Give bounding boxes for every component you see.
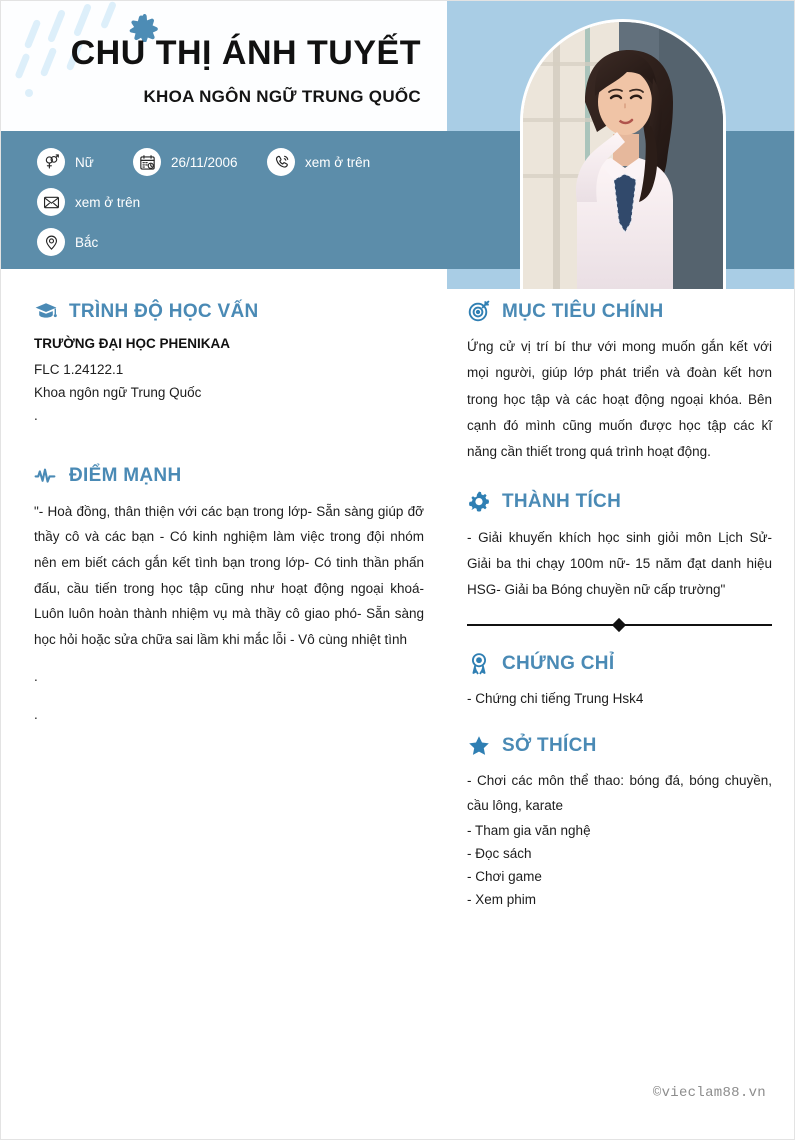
contact-value-location: Bắc bbox=[75, 234, 99, 250]
location-icon bbox=[37, 228, 65, 256]
section-title-strengths: ĐIỂM MẠNH bbox=[69, 465, 182, 487]
contact-item-birthdate bbox=[133, 148, 238, 176]
strengths-trailing-2: . bbox=[34, 707, 38, 723]
contact-value-birthdate: 26/11/2006 bbox=[171, 154, 238, 170]
award-ribbon-icon bbox=[467, 652, 491, 676]
hobby-item: - Xem phim bbox=[467, 892, 537, 908]
hobby-item: - Chơi game bbox=[467, 869, 542, 885]
section-achievements bbox=[467, 490, 772, 632]
gender-icon bbox=[37, 148, 65, 176]
strengths-trailing-1: . bbox=[34, 669, 38, 685]
profile-photo bbox=[523, 22, 723, 289]
section-title-hobbies: SỞ THÍCH bbox=[502, 735, 597, 757]
section-objective bbox=[467, 299, 772, 466]
education-org: TRƯỜNG ĐẠI HỌC PHENIKAA bbox=[34, 336, 230, 351]
gear-icon bbox=[467, 490, 491, 514]
section-title-education: TRÌNH ĐỘ HỌC VẤN bbox=[69, 300, 259, 322]
hobby-item: - Đọc sách bbox=[467, 845, 532, 861]
contact-value-gender: Nữ bbox=[75, 154, 94, 170]
section-header-education bbox=[34, 299, 424, 323]
section-header-certificates bbox=[467, 652, 772, 676]
section-header-achievements bbox=[467, 490, 772, 514]
pulse-icon bbox=[34, 464, 58, 488]
hobby-item: - Chơi các môn thể thao: bóng đá, bóng chuyền, cầu lông, karate bbox=[467, 772, 772, 813]
right-column bbox=[467, 299, 772, 914]
education-code: FLC 1.24122.1 bbox=[34, 361, 124, 377]
hobby-item: - Tham gia văn nghệ bbox=[467, 822, 591, 838]
education-faculty: Khoa ngôn ngữ Trung Quốc bbox=[34, 385, 202, 401]
section-education bbox=[34, 299, 424, 428]
phone-icon bbox=[267, 148, 295, 176]
section-certificates bbox=[467, 652, 772, 710]
calendar-icon bbox=[133, 148, 161, 176]
section-title-objective: MỤC TIÊU CHÍNH bbox=[502, 300, 664, 322]
achievements-body: - Giải khuyến khích học sinh giỏi môn Lịch Sử- Giải ba thi chạy 100m nữ- 15 năm đạt danh hiệu HSG- Giải ba Bóng chuyền nữ cấp trường" bbox=[467, 529, 772, 598]
email-icon bbox=[37, 188, 65, 216]
section-header-strengths bbox=[34, 464, 424, 488]
contact-item-gender bbox=[37, 148, 94, 176]
section-title-certificates: CHỨNG CHỈ bbox=[502, 653, 615, 674]
section-header-hobbies bbox=[467, 734, 772, 758]
section-divider bbox=[467, 618, 772, 632]
avatar bbox=[520, 19, 726, 289]
section-hobbies bbox=[467, 734, 772, 912]
cv-header bbox=[1, 1, 795, 291]
divider-diamond bbox=[612, 617, 626, 631]
contact-value-email: xem ở trên bbox=[75, 194, 141, 210]
graduation-cap-icon bbox=[34, 299, 58, 323]
certificate-item: - Chứng chi tiếng Trung Hsk4 bbox=[467, 690, 644, 706]
contact-value-phone: xem ở trên bbox=[305, 154, 371, 170]
objective-body: Ứng cử vị trí bí thư với mong muốn gắn kết với mọi người, giúp lớp phát triển và đoàn kết hơn trong học tập và các hoạt động ngoại khóa. Bên cạnh đó mình cũng muốn được học tập các kĩ năng cần thiết trong quá trình hoạt động. bbox=[467, 339, 772, 460]
star-icon bbox=[467, 734, 491, 758]
target-icon bbox=[467, 299, 491, 323]
section-strengths bbox=[34, 464, 424, 728]
contact-block bbox=[1, 131, 447, 269]
header-subtitle: KHOA NGÔN NGỮ TRUNG QUỐC bbox=[143, 87, 421, 106]
section-header-objective bbox=[467, 299, 772, 323]
section-title-achievements: THÀNH TÍCH bbox=[502, 491, 622, 513]
contact-item-email bbox=[37, 188, 140, 216]
page-title: CHU THỊ ÁNH TUYẾT bbox=[70, 34, 421, 72]
strengths-body: "- Hoà đồng, thân thiện với các bạn trong lớp- Sẵn sàng giúp đỡ thầy cô và các bạn - Có kinh nghiệm làm việc trong đội nhóm nên em biết cách gắn kết tình bạn trong lớp- Có tinh thần phấn đấu, cầu tiến trong học tập cũng như hoạt động ngoại khoá- Luôn luôn hoàn thành nhiệm vụ mà thầy cô giao phó- Sẵn sàng học hỏi hoặc sửa chữa sai lầm khi mắc lỗi - Vô cùng nhiệt tình bbox=[34, 503, 424, 647]
left-column bbox=[34, 299, 424, 730]
contact-item-location bbox=[37, 228, 98, 256]
contact-item-phone bbox=[267, 148, 370, 176]
education-trailing: . bbox=[34, 408, 38, 424]
watermark: ©vieclam88.vn bbox=[652, 1085, 766, 1101]
